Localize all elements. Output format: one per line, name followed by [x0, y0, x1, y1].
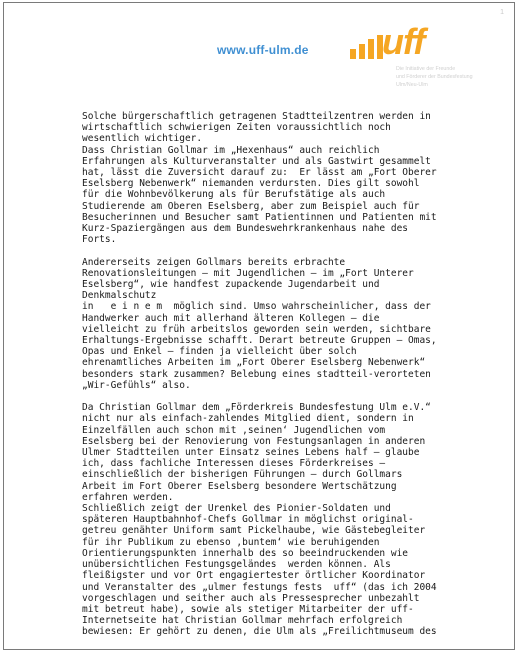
text-line: erfahren werden.	[82, 491, 174, 503]
letter-body	[82, 111, 512, 638]
text-line: und Veranstalter des „ulmer festungs fests uff“ (das ich 2004	[82, 581, 437, 593]
text-line: Ulmer Stadtteilen unter Einsatz seines Lebens half – glaube	[82, 447, 420, 459]
text-line: mit betreut habe), sowie als stetiger Mitarbeiter der uff-	[82, 603, 414, 615]
text-line: Opas und Enkel – finden ja vielleicht über solch	[82, 346, 357, 358]
text-line: getreu genähter Uniform samt Pickelhaube, wie Gästebegleiter	[82, 525, 426, 537]
text-line: bewiesen: Er gehört zu denen, die Ulm als „Freilichtmuseum des	[82, 626, 437, 638]
text-line: ehrenamtliches Arbeiten im „Fort Oberer Eselsberg Nebenwerk“	[82, 357, 426, 369]
text-line: Kurz-Spaziergängen aus dem Bundeswehrkrankenhaus nahe des	[82, 223, 409, 235]
paragraph	[82, 402, 512, 637]
text-line: für ihr Publikum zu ebenso ‚buntem‘ wie beruhigenden	[82, 536, 380, 548]
website-url: www.uff-ulm.de	[217, 43, 309, 57]
text-line: Orientierungspunkten innerhalb des so beeindruckenden wie	[82, 547, 409, 559]
logo-tagline	[396, 65, 508, 89]
text-line: Dass Christian Gollmar im „Hexenhaus“ auch reichlich	[82, 144, 380, 156]
text-line: Renovationsleitungen – mit Jugendlichen – im „Fort Unterer	[82, 267, 414, 279]
text-line: Einzelfällen auch schon mit ‚seinen‘ Jugendlichen vom	[82, 424, 386, 436]
text-line: unübersichtlichen Festungsgeländes werden können. Als	[82, 559, 391, 571]
page-number: 1	[500, 9, 504, 16]
text-line: in e i n e m möglich sind. Umso wahrscheinlicher, dass der	[82, 301, 431, 313]
paragraph-gap	[82, 245, 512, 256]
text-line: Schließlich zeigt der Urenkel des Pionier-Soldaten und	[82, 503, 391, 515]
text-line: wesentlich wichtiger.	[82, 133, 203, 145]
tagline-line: Die Initiative der Freunde	[396, 66, 456, 72]
text-line: Andererseits zeigen Gollmars bereits erbrachte	[82, 256, 346, 268]
text-line: einschließlich der bisherigen Führungen – durch Gollmars	[82, 469, 403, 481]
text-line: Denkmalschutz	[82, 290, 157, 302]
text-line: Handwerker auch mit allerhand älteren Kollegen – die	[82, 312, 380, 324]
text-line: Da Christian Gollmar dem „Förderkreis Bundesfestung Ulm e.V.“	[82, 402, 431, 414]
text-line: Erhaltungs-Ergebnisse schafft. Derart betreute Gruppen – Omas,	[82, 335, 437, 347]
paragraph-gap	[82, 391, 512, 402]
text-line: für die Wohnbevölkerung als für Berufstätige als auch	[82, 189, 386, 201]
text-line: Besucherinnen und Besucher samt Patientinnen und Patienten mit	[82, 211, 437, 223]
text-line: hat, lässt die Zuversicht darauf zu: Er lässt am „Fort Oberer	[82, 167, 437, 179]
text-line: Eselsberg“, wie handfest zupackende Jugendarbeit und	[82, 279, 380, 291]
text-line: ich, dass fachliche Interessen dieses Förderkreises –	[82, 458, 386, 470]
text-line: nicht nur als einfach-zahlendes Mitglied dient, sondern in	[82, 413, 414, 425]
text-line: Erfahrungen als Kulturveranstalter und als Gastwirt gesammelt	[82, 155, 431, 167]
text-line: wirtschaftlich schwierigen Zeiten voraussichtlich noch	[82, 122, 391, 134]
uff-logo: uff	[382, 21, 425, 62]
document-page	[3, 2, 515, 650]
text-line: vorgeschlagen und seither auch als Pressesprecher unbezahlt	[82, 592, 420, 604]
logo-bars-icon	[350, 35, 386, 59]
text-line: späteren Hauptbahnhof-Chefs Gollmar in möglichst original-	[82, 514, 414, 526]
text-line: Eselsberg bei der Renovierung von Festungsanlagen in anderen	[82, 435, 426, 447]
text-line: Arbeit im Fort Oberer Eselsberg besondere Wertschätzung	[82, 480, 397, 492]
text-line: Eselsberg Nebenwerk“ niemanden verdursten. Dies gilt sowohl	[82, 178, 420, 190]
paragraph	[82, 257, 512, 391]
tagline-line: und Förderer der Bundesfestung	[396, 74, 473, 80]
text-line: vielleicht zu früh arbeitslos geworden sein werden, sichtbare	[82, 323, 431, 335]
paragraph	[82, 111, 512, 245]
text-line: Studierende am Oberen Eselsberg, aber zum Beispiel auch für	[82, 200, 420, 212]
text-line: fleißigster und vor Ort engagiertester örtlicher Koordinator	[82, 570, 426, 582]
text-line: Internetseite hat Christian Gollmar mehrfach erfolgreich	[82, 615, 403, 627]
text-line: besonders stark zusammen? Belebung eines stadtteil-verorteten	[82, 368, 431, 380]
tagline-line: Ulm/Neu-Ulm	[396, 82, 428, 88]
text-line: „Wir-Gefühls“ also.	[82, 379, 191, 391]
text-line: Solche bürgerschaftlich getragenen Stadtteilzentren werden in	[82, 111, 431, 122]
text-line: Forts.	[82, 234, 117, 246]
